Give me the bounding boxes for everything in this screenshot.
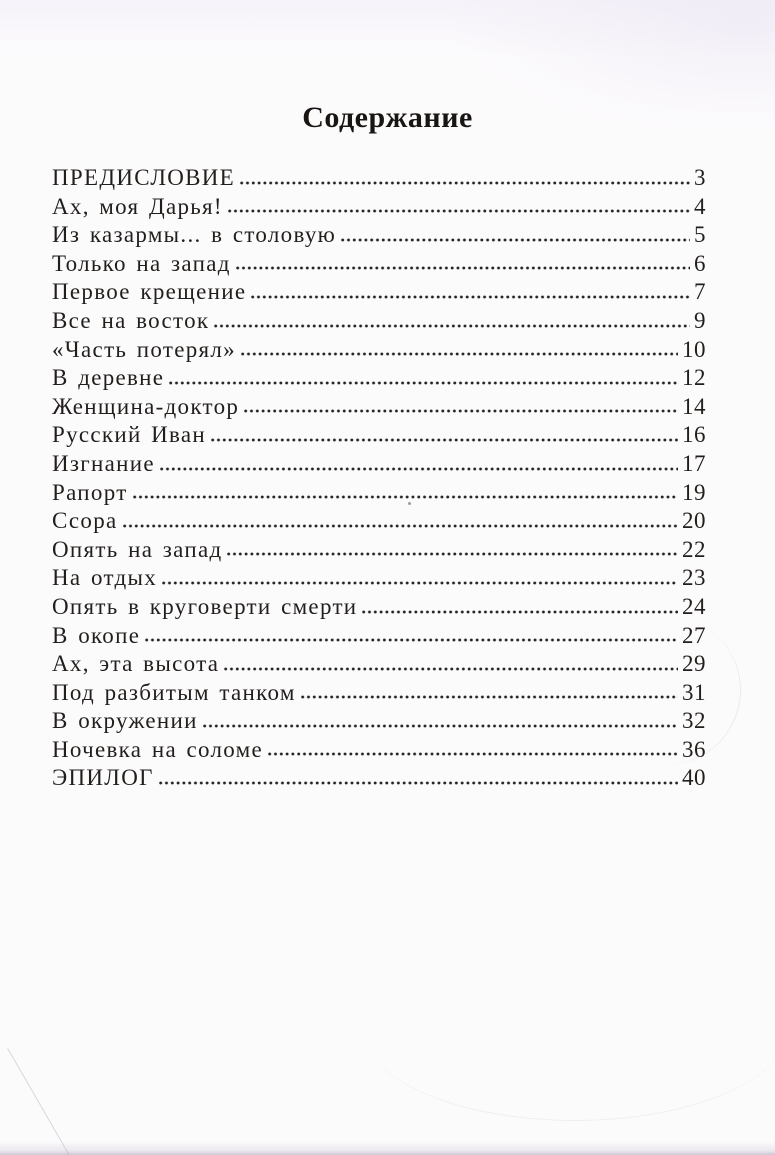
dot-leader (240, 181, 690, 185)
toc-row (52, 564, 706, 593)
dot-leader (169, 381, 678, 385)
toc-entry-page: 7 (694, 279, 706, 305)
toc-row (52, 764, 706, 793)
toc-entry-page: 4 (694, 193, 706, 219)
toc-entry-label: Ах, моя Дарья! (52, 193, 223, 219)
toc-row (52, 364, 706, 393)
toc-entry-page: 19 (682, 479, 706, 505)
toc-entry-label: Женщина-доктор (52, 393, 240, 419)
toc-entry-page: 29 (682, 651, 706, 677)
page-bottom-edge-shadow (0, 1141, 775, 1155)
dot-leader (227, 552, 678, 556)
toc-entry-page: 32 (682, 708, 706, 734)
toc-row (52, 221, 706, 250)
toc-row (52, 421, 706, 450)
dot-leader (236, 266, 690, 270)
toc-entry-page: 14 (682, 393, 706, 419)
toc-row (52, 164, 706, 193)
toc-row (52, 250, 706, 279)
toc-entry-page: 31 (682, 679, 706, 705)
dot-leader (159, 781, 678, 785)
scan-speck (408, 502, 411, 505)
toc-row (52, 336, 706, 365)
dot-leader (228, 209, 690, 213)
toc-row (52, 593, 706, 622)
toc-entry-page: 23 (682, 565, 706, 591)
toc-entry-label: Русский Иван (52, 422, 207, 448)
toc-entry-label: Ночевка на соломе (52, 736, 264, 762)
toc-entry-label: Опять на запад (52, 536, 223, 562)
dot-leader (211, 438, 678, 442)
toc-entry-page: 24 (682, 593, 706, 619)
toc-entry-label: В окружении (52, 708, 198, 734)
toc-entry-label: В окопе (52, 622, 141, 648)
toc-entry-page: 22 (682, 536, 706, 562)
scan-crease (7, 1048, 73, 1155)
dot-leader (268, 752, 678, 756)
toc-entry-label: Только на запад (52, 250, 231, 276)
toc-row (52, 536, 706, 565)
toc-entry-page: 36 (682, 736, 706, 762)
dot-leader (341, 238, 690, 242)
toc-entry-label: Первое крещение (52, 279, 247, 305)
toc-entry-page: 10 (682, 336, 706, 362)
dot-leader (241, 352, 678, 356)
toc-entry-label: Все на восток (52, 307, 210, 333)
toc-entry-page: 9 (694, 307, 706, 333)
toc-row (52, 450, 706, 479)
toc-entry-page: 6 (694, 250, 706, 276)
toc-entry-label: Из казармы... в столовую (52, 222, 337, 248)
toc-entry-page: 5 (694, 222, 706, 248)
toc-entry-label: «Часть потерял» (52, 336, 236, 362)
dot-leader (362, 610, 678, 614)
toc-row (52, 393, 706, 422)
toc-entry-label: На отдых (52, 565, 158, 591)
toc-entry-label: Ссора (52, 508, 118, 534)
scan-crease (360, 930, 775, 1121)
toc-entry-page: 27 (682, 622, 706, 648)
toc-entry-page: 20 (682, 508, 706, 534)
toc-entry-label: Опять в круговерти смерти (52, 593, 358, 619)
toc-entry-label: ЭПИЛОГ (52, 765, 154, 791)
toc-entry-page: 17 (682, 450, 706, 476)
toc-row (52, 479, 706, 508)
toc-entry-page: 3 (694, 165, 706, 190)
page-title: Содержание (302, 101, 473, 134)
toc-row (52, 736, 706, 765)
toc-entry-label: Изгнание (52, 450, 155, 476)
toc-entry-label: Ах, эта высота (52, 651, 220, 677)
toc-row (52, 278, 706, 307)
dot-leader (162, 581, 678, 585)
toc-entry-label: Рапорт (52, 479, 128, 505)
dot-leader (251, 295, 690, 299)
toc-row (52, 307, 706, 336)
dot-leader (160, 467, 678, 471)
toc-entry-page: 12 (682, 365, 706, 391)
dot-leader (214, 324, 690, 328)
toc-row (52, 507, 706, 536)
toc-row (52, 193, 706, 222)
dot-leader (133, 495, 678, 499)
dot-leader (145, 638, 678, 642)
dot-leader (123, 524, 678, 528)
toc-entry-label: Под разбитым танком (52, 679, 296, 705)
toc-entry-label: В деревне (52, 365, 165, 391)
dot-leader (244, 409, 678, 413)
toc-entry-page: 16 (682, 422, 706, 448)
toc-entry-label: ПРЕДИСЛОВИЕ (52, 165, 236, 190)
toc-entry-page: 40 (682, 765, 706, 791)
